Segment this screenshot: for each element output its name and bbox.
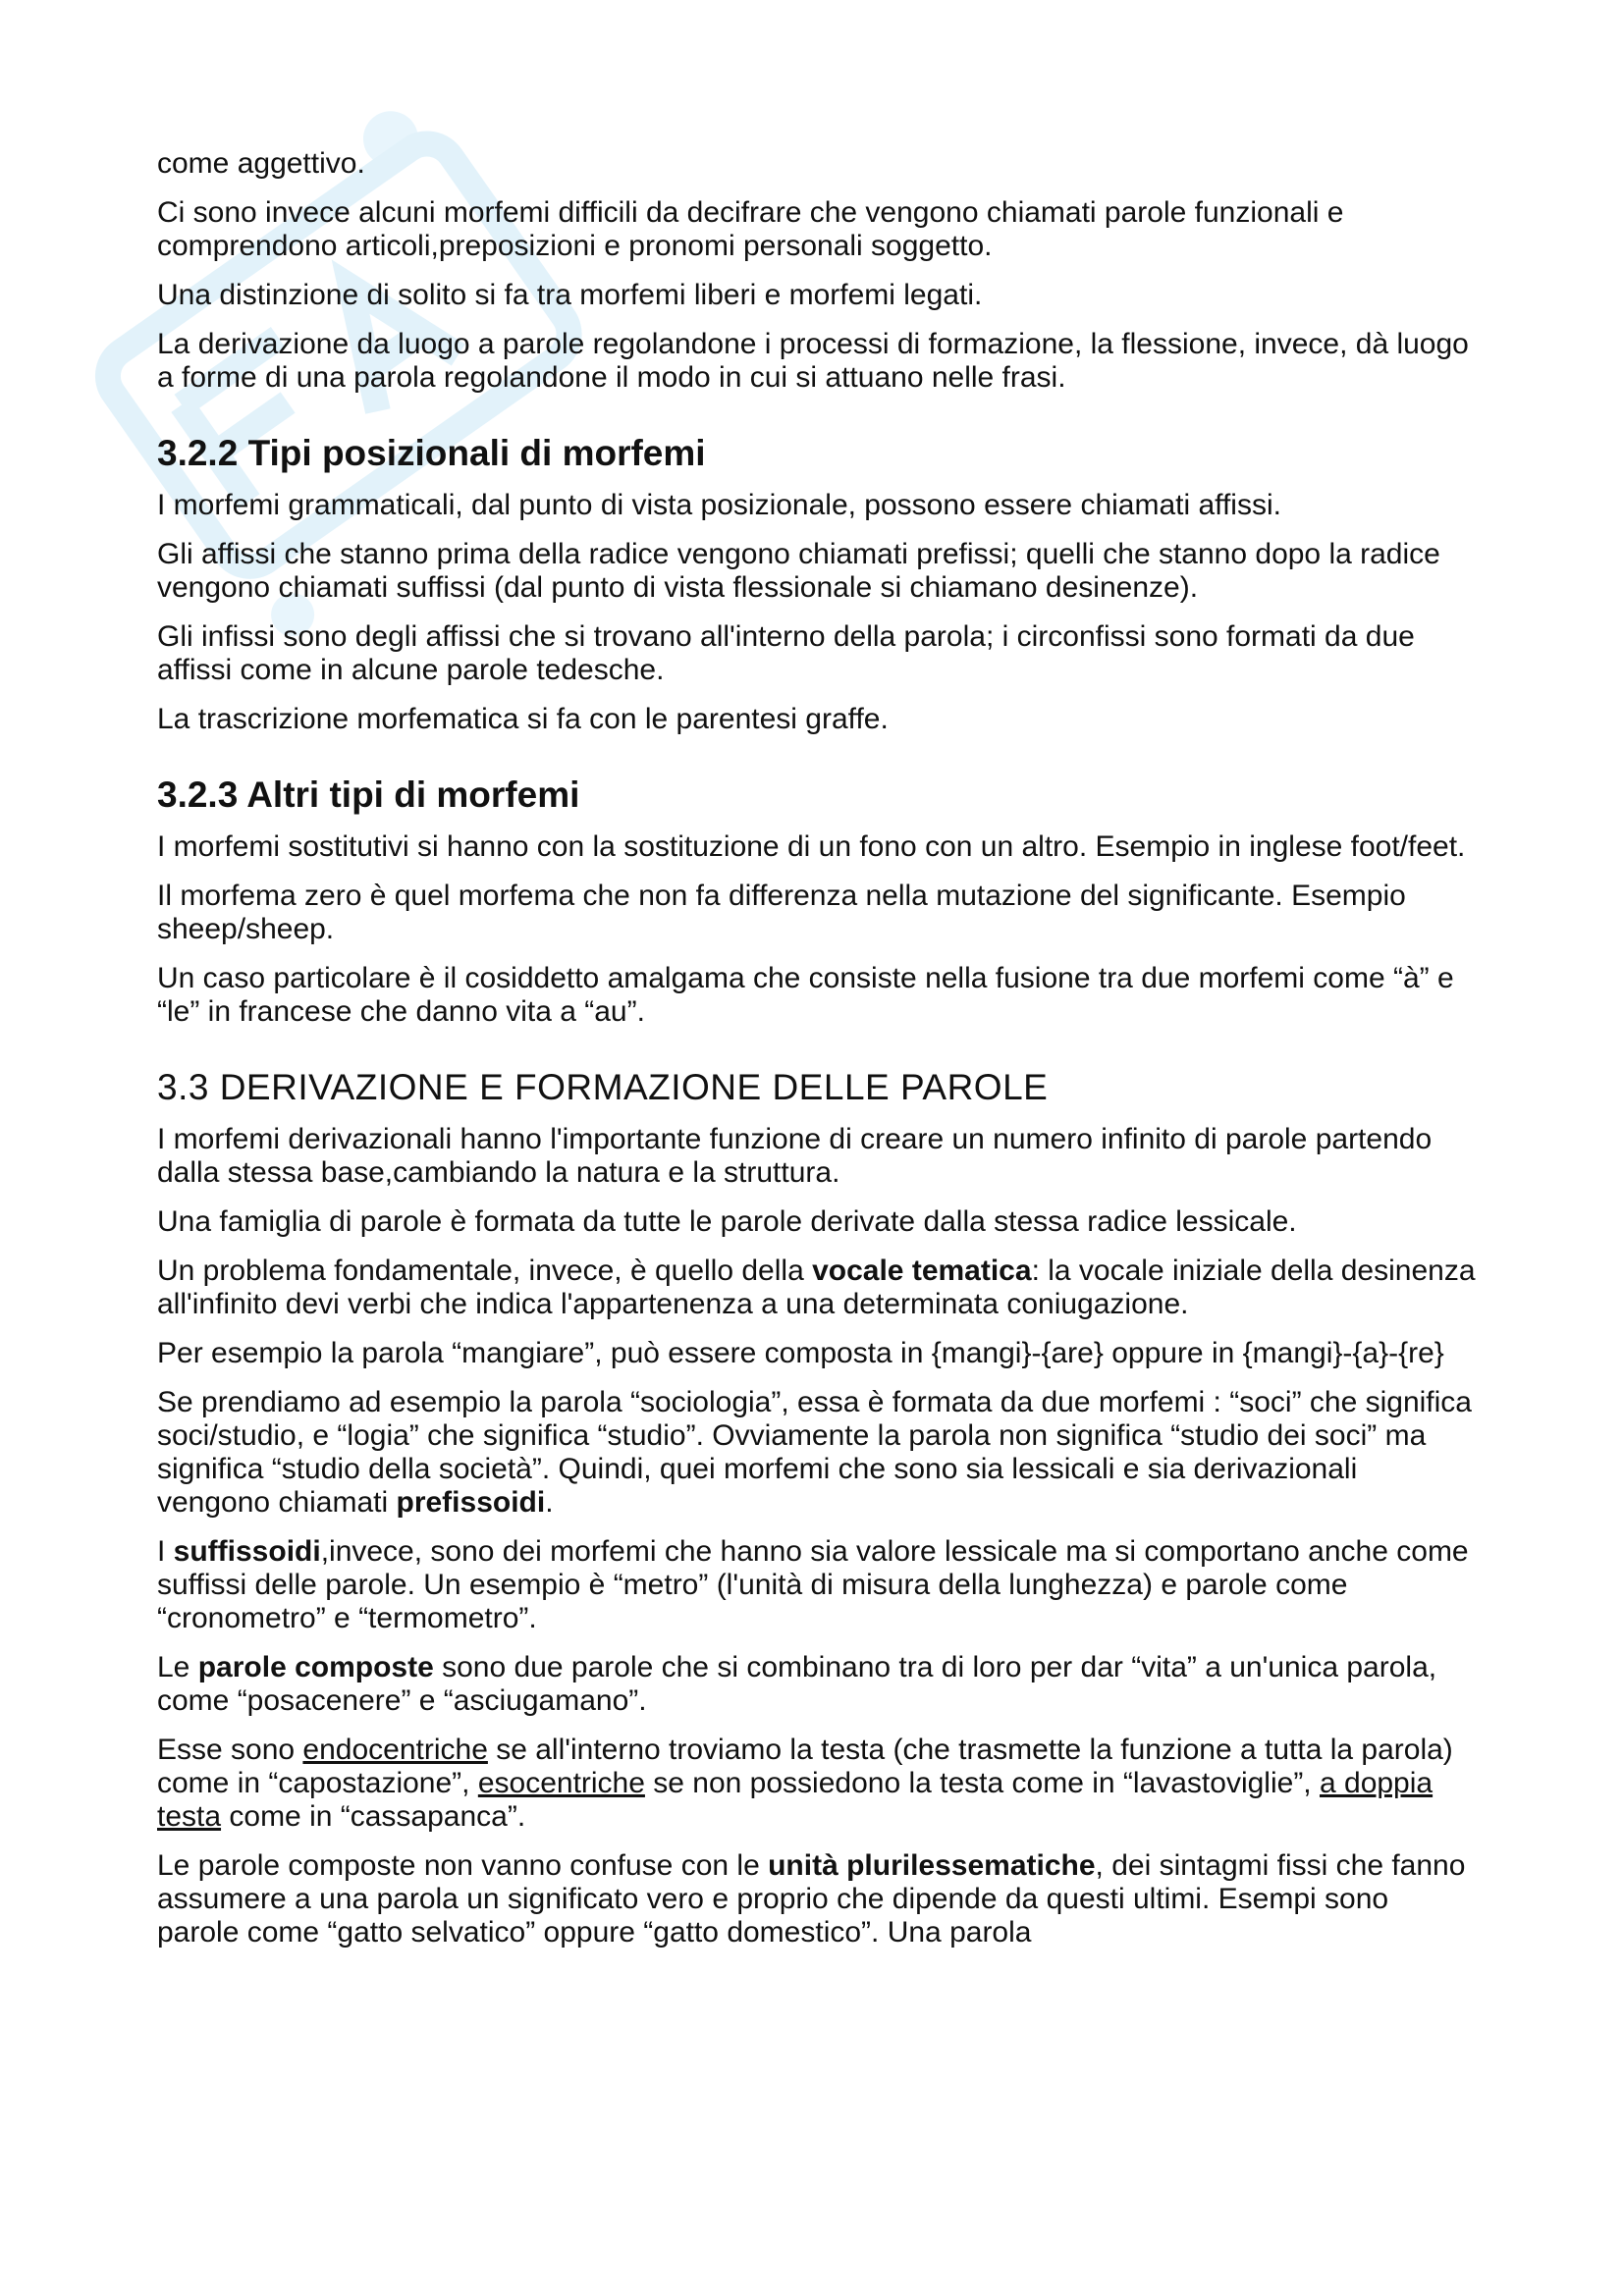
underlined-term: a doppia testa — [157, 1767, 1434, 1833]
text-run: Esse sono — [157, 1734, 303, 1766]
bold-term: vocale tematica — [812, 1255, 1032, 1287]
paragraph — [157, 1535, 1478, 1635]
text-run: sono due parole che si combinano tra di loro per dar “vita” a un'unica parola, come “posacenere” e “asciugamano”. — [157, 1651, 1437, 1717]
text-run: se all'interno troviamo la testa (che trasmette la funzione a tutta la parola) come in “capostazione”, — [157, 1734, 1453, 1799]
paragraph — [157, 1734, 1478, 1834]
paragraph: I morfemi grammaticali, dal punto di vista posizionale, possono essere chiamati affissi. — [157, 489, 1281, 521]
underlined-term: esocentriche — [477, 1767, 645, 1799]
paragraph: I morfemi sostitutivi si hanno con la sostituzione di un fono con un altro. Esempio in inglese foot/feet. — [157, 830, 1466, 863]
paragraph: Ci sono invece alcuni morfemi difficili da decifrare che vengono chiamati parole funzionali e comprendono articoli,preposizioni e pronomi personali soggetto. — [157, 196, 1344, 262]
bold-term: unità plurilessematiche — [768, 1849, 1096, 1882]
underlined-term: endocentriche — [302, 1734, 488, 1766]
document-body — [157, 147, 1478, 1965]
text-run: se non possiedono la testa come in “lavastoviglie”, — [644, 1767, 1320, 1799]
paragraph: Una famiglia di parole è formata da tutte le parole derivate dalla stessa radice lessicale. — [157, 1205, 1297, 1238]
text-run: Le parole composte non vanno confuse con le — [157, 1849, 769, 1882]
paragraph: Il morfema zero è quel morfema che non fa differenza nella mutazione del significante. Esempio sheep/sheep. — [157, 880, 1406, 945]
paragraph: La trascrizione morfematica si fa con le parentesi graffe. — [157, 703, 889, 735]
paragraph: Una distinzione di solito si fa tra morfemi liberi e morfemi legati. — [157, 279, 983, 311]
text-run: ,invece, sono dei morfemi che hanno sia valore lessicale ma si comportano anche come suffissi delle parole. Un esempio è “metro” (l'unità di misura della lunghezza) e parole come “cronometro” e “termometro”. — [157, 1535, 1469, 1634]
text-run: Le — [157, 1651, 198, 1683]
bold-term: parole composte — [197, 1651, 434, 1683]
bold-term: prefissoidi — [396, 1486, 546, 1519]
text-run: , dei sintagmi fissi che fanno assumere a una parola un significato vero e proprio che dipende da questi ultimi. Esempi sono parole come “gatto selvatico” oppure “gatto domestico”. Una parola — [157, 1849, 1466, 1949]
paragraph: La derivazione da luogo a parole regolandone i processi di formazione, la flessione, invece, dà luogo a forme di una parola regolandone il modo in cui si attuano nelle frasi. — [157, 328, 1469, 394]
section-heading-3-2-2: 3.2.2 Tipi posizionali di morfemi — [157, 433, 706, 473]
section-heading-3-3: 3.3 DERIVAZIONE E FORMAZIONE DELLE PAROLE — [157, 1067, 1049, 1107]
paragraph: come aggettivo. — [157, 147, 365, 180]
paragraph — [157, 1255, 1478, 1321]
section-heading-3-2-3: 3.2.3 Altri tipi di morfemi — [157, 774, 580, 815]
paragraph: Un caso particolare è il cosiddetto amalgama che consiste nella fusione tra due morfemi come “à” e “le” in francese che danno vita a “au”. — [157, 962, 1454, 1028]
paragraph: Gli infissi sono degli affissi che si trovano all'interno della parola; i circonfissi sono formati da due affissi come in alcune parole tedesche. — [157, 620, 1415, 686]
text-run: Un problema fondamentale, invece, è quello della — [157, 1255, 813, 1287]
text-run: : la vocale iniziale della desinenza all'infinito devi verbi che indica l'appartenenza a una determinata coniugazione. — [157, 1255, 1476, 1320]
text-run: I — [157, 1535, 174, 1568]
paragraph: I morfemi derivazionali hanno l'importante funzione di creare un numero infinito di parole partendo dalla stessa base,cambiando la natura e la struttura. — [157, 1123, 1433, 1189]
paragraph — [157, 1651, 1478, 1718]
text-run: Se prendiamo ad esempio la parola “sociologia”, essa è formata da due morfemi : “soci” che significa soci/studio, e “logia” che significa “studio”. Ovviamente la parola non significa “studio dei soci” ma significa “studio della società”. Quindi, quei morfemi che sono sia lessicali e sia derivazionali vengono chiamati — [157, 1386, 1472, 1519]
paragraph — [157, 1849, 1478, 1949]
text-run: . — [545, 1486, 554, 1519]
bold-term: suffissoidi — [173, 1535, 321, 1568]
paragraph — [157, 1386, 1478, 1520]
text-run: come in “cassapanca”. — [221, 1800, 526, 1833]
paragraph: Per esempio la parola “mangiare”, può essere composta in {mangi}-{are} oppure in {mangi}-{a}-{re} — [157, 1337, 1444, 1369]
paragraph: Gli affissi che stanno prima della radice vengono chiamati prefissi; quelli che stanno dopo la radice vengono chiamati suffissi (dal punto di vista flessionale si chiamano desinenze). — [157, 538, 1440, 604]
